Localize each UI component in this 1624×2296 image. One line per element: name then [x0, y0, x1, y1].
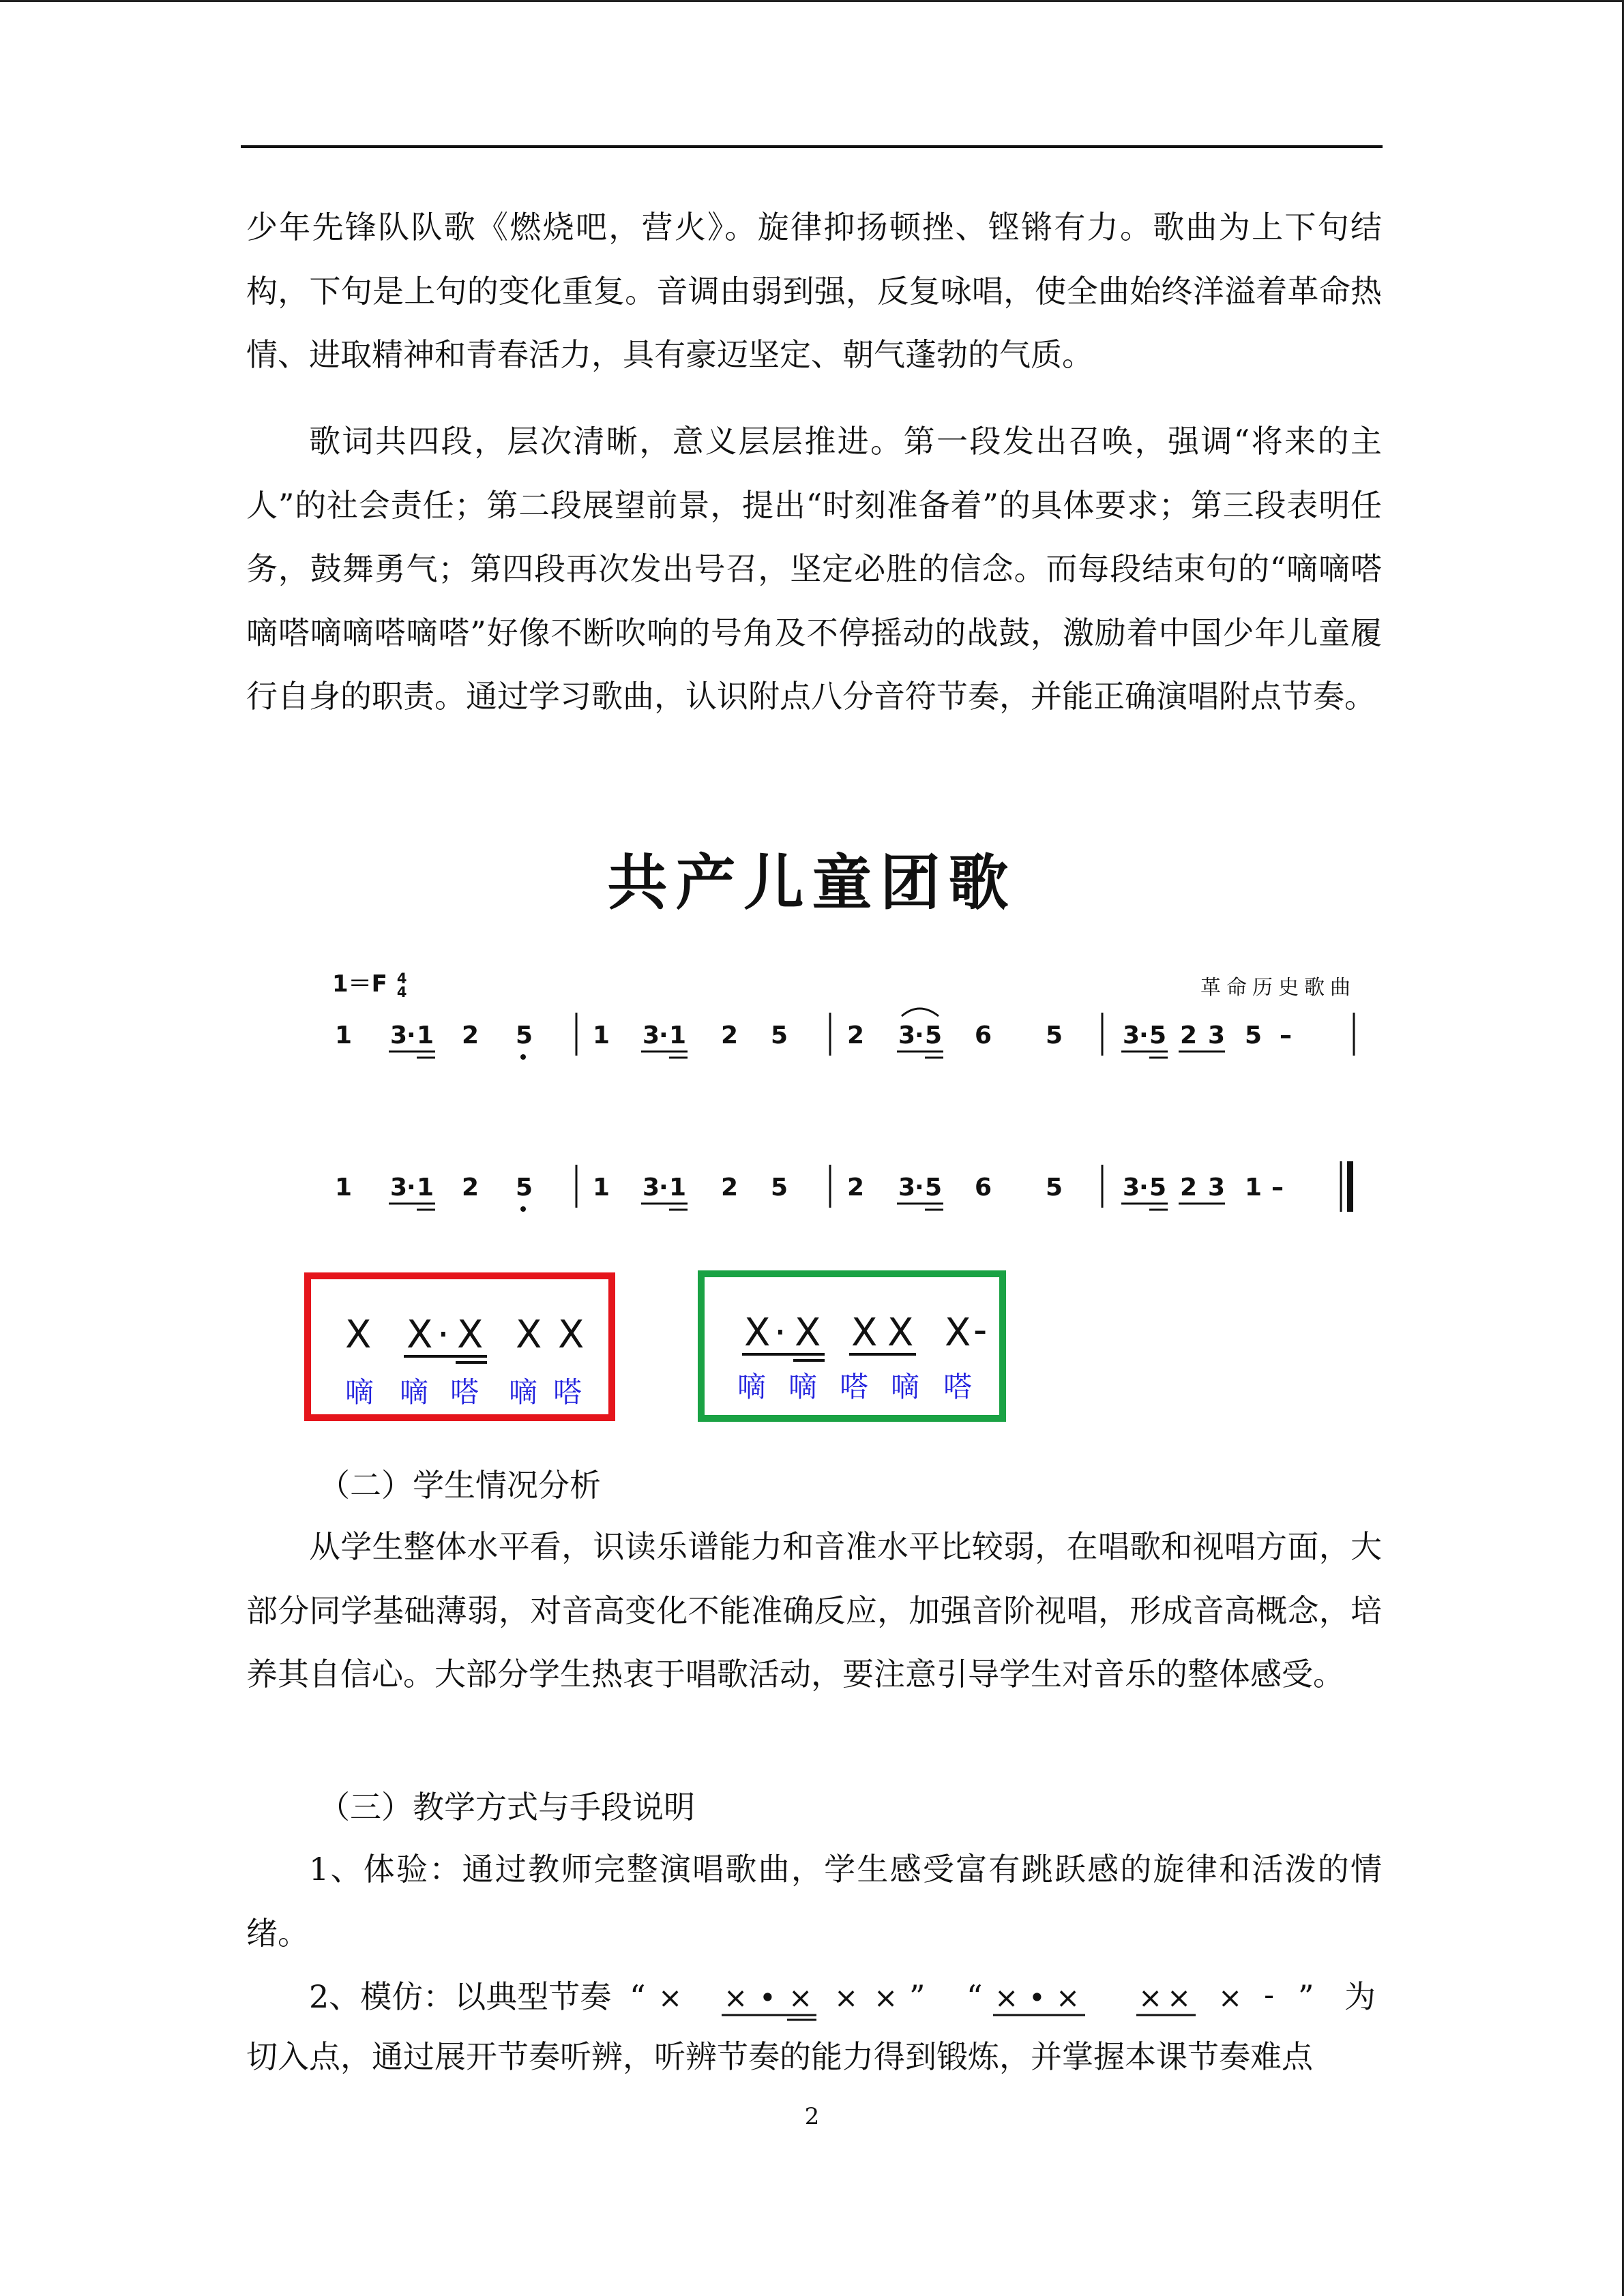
note: 5	[1046, 1022, 1063, 1049]
rhythm-note: X	[795, 1311, 821, 1355]
syllable: 嘀	[509, 1375, 538, 1409]
note: 5	[771, 1174, 788, 1202]
rhythm-symbol: ×	[1167, 1981, 1192, 2014]
note: ·	[659, 1022, 668, 1049]
rhythm-note: X	[945, 1311, 971, 1355]
note: 3	[1208, 1174, 1226, 1202]
note: 1	[417, 1022, 434, 1049]
rhythm-note: X	[407, 1313, 433, 1357]
rhythm-note: X	[887, 1311, 914, 1355]
rhythm-rest: -	[973, 1308, 988, 1352]
syllable: 嗒	[450, 1375, 479, 1409]
note: ·	[1139, 1022, 1149, 1049]
rhythm-note: X	[744, 1311, 771, 1355]
rhythm-note: X	[851, 1311, 878, 1355]
note: 3	[898, 1022, 916, 1049]
key-label: 1＝F	[332, 970, 387, 998]
note: ·	[407, 1174, 416, 1202]
section-heading-teaching-methods: （三）教学方式与手段说明	[319, 1789, 695, 1825]
syllable: 嘀	[891, 1370, 920, 1403]
rhythm-symbol: ×	[658, 1981, 683, 2014]
rhythm-symbol: ×	[834, 1981, 859, 2014]
note: 5	[771, 1022, 788, 1049]
rhythm-symbol: ×	[1218, 1981, 1243, 2014]
note: 2	[721, 1022, 739, 1049]
rhythm-box-red	[304, 1272, 615, 1421]
note: –	[1271, 1174, 1284, 1202]
note: ·	[915, 1022, 924, 1049]
note: 2	[721, 1174, 739, 1202]
time-signature: 4 4	[396, 970, 407, 1000]
rhythm-box-green	[698, 1270, 1006, 1422]
syllable: 嗒	[553, 1375, 582, 1409]
note: 3	[1208, 1022, 1226, 1049]
intro-paragraph: 少年先锋队队歌《燃烧吧，营火》。旋律抑扬顿挫、铿锵有力。歌曲为上下句结构，下句是上句的变化重复。音调由弱到强，反复咏唱，使全曲始终洋溢着革命热情、进取精神和青春活力，具有豪迈坚定、朝气蓬勃的气质。	[246, 209, 1382, 373]
note: 3	[390, 1174, 408, 1202]
rhythm-symbol: ×	[724, 1981, 748, 2014]
note: 1	[335, 1174, 353, 1202]
page-number: 2	[804, 2103, 820, 2130]
note: 2	[1180, 1022, 1198, 1049]
note: 2	[462, 1174, 479, 1202]
note: 1	[335, 1022, 353, 1049]
syllable: 嗒	[840, 1370, 869, 1403]
header-rule	[241, 145, 1383, 148]
rhythm-symbol: ×	[994, 1981, 1019, 2014]
note: 1	[669, 1022, 687, 1049]
close-quote: ”	[909, 1978, 926, 2015]
teaching-item-2-line-2: 切入点，通过展开节奏听辨，听辨节奏的能力得到锻炼，并掌握本课节奏难点	[246, 2038, 1313, 2075]
rhythm-note: X	[558, 1313, 585, 1357]
note: ·	[915, 1174, 924, 1202]
note: 5	[1149, 1022, 1167, 1049]
section-heading-student-analysis: （二）学生情况分析	[319, 1467, 601, 1504]
note: 1	[1245, 1174, 1263, 1202]
lyrics-paragraph: 歌词共四段，层次清晰，意义层层推进。第一段发出召唤，强调“将来的主人”的社会责任；第二段展望前景，提出“时刻准备着”的具体要求；第三段表明任务，鼓舞勇气；第四段再次发出号召，坚定必胜的信念。而每段结束句的“嘀嘀嗒嘀嗒嘀嘀嗒嘀嗒”好像不断吹响的号角及不停摇动的战鼓，激励着中国少年儿童履行自身的职责。通过学习歌曲，认识附点八分音符节奏，并能正确演唱附点节奏。	[246, 423, 1382, 715]
teaching-item-1: 1、体验：通过教师完整演唱歌曲，学生感受富有跳跃感的旋律和活泼的情绪。	[246, 1851, 1382, 1952]
rhythm-note: X	[457, 1313, 484, 1357]
note: 3	[643, 1174, 660, 1202]
note: ·	[659, 1174, 668, 1202]
note: 5	[1149, 1174, 1167, 1202]
note: 1	[669, 1174, 687, 1202]
close-quote: ”	[1298, 1978, 1314, 2015]
syllable: 嘀	[737, 1370, 767, 1403]
rhythm-note: X	[345, 1313, 372, 1357]
slur	[902, 1009, 939, 1016]
note: 2	[462, 1022, 479, 1049]
rhythm-dot: •	[1029, 1981, 1046, 2014]
note: 3	[1123, 1022, 1140, 1049]
note: 5	[516, 1022, 533, 1049]
rhythm-dot: ·	[437, 1313, 449, 1357]
note: 2	[847, 1022, 865, 1049]
note: 1	[417, 1174, 434, 1202]
note: ·	[1139, 1174, 1149, 1202]
item2-prefix: 2、模仿：以典型节奏	[309, 1978, 612, 2015]
rhythm-symbol: ×	[788, 1981, 813, 2014]
item2-suffix: 为	[1344, 1978, 1376, 2015]
note: 5	[925, 1022, 943, 1049]
teaching-item-2-line-1	[246, 1965, 1392, 2029]
note: ·	[407, 1022, 416, 1049]
syllable: 嘀	[345, 1375, 374, 1409]
score-line-1	[327, 996, 1364, 1091]
note: 5	[1046, 1174, 1063, 1202]
rhythm-symbol: ×	[1056, 1981, 1080, 2014]
note: 6	[975, 1022, 992, 1049]
note: 1	[593, 1022, 610, 1049]
note: 3	[1123, 1174, 1140, 1202]
note: 5	[925, 1174, 943, 1202]
open-quote: “	[966, 1978, 983, 2015]
syllable: 嘀	[788, 1370, 818, 1403]
open-quote: “	[630, 1978, 646, 2015]
octave-dot	[520, 1206, 526, 1212]
student-analysis-paragraph: 从学生整体水平看，识读乐谱能力和音准水平比较弱，在唱歌和视唱方面，大部分同学基础薄弱，对音高变化不能准确反应，加强音阶视唱，形成音高概念，培养其自信心。大部分学生热衷于唱歌活动，要注意引导学生对音乐的整体感受。	[246, 1528, 1382, 1693]
note: 3	[390, 1022, 408, 1049]
song-source: 革命历史歌曲	[1200, 976, 1356, 1000]
note: 2	[1180, 1174, 1198, 1202]
note: 5	[1245, 1022, 1263, 1049]
note: –	[1280, 1022, 1292, 1049]
rhythm-symbol: ×	[874, 1981, 898, 2014]
song-title: 共产儿童团歌	[607, 847, 1017, 918]
rhythm-note: X	[516, 1313, 542, 1357]
rhythm-dot: ·	[774, 1311, 786, 1355]
key-signature	[332, 965, 407, 999]
note: 3	[898, 1174, 916, 1202]
syllable: 嗒	[943, 1370, 973, 1403]
note: 3	[643, 1022, 660, 1049]
note: 2	[847, 1174, 865, 1202]
rhythm-symbol: ×	[1138, 1981, 1163, 2014]
note: 5	[516, 1174, 533, 1202]
note: 1	[593, 1174, 610, 1202]
final-barline-thick	[1347, 1161, 1353, 1212]
page-frame-top	[0, 0, 1624, 2]
score-line-2	[327, 1148, 1364, 1243]
rhythm-rest: -	[1264, 1978, 1275, 2012]
syllable: 嘀	[400, 1375, 429, 1409]
note: 6	[975, 1174, 992, 1202]
rhythm-dot: •	[759, 1981, 776, 2014]
octave-dot	[520, 1054, 526, 1060]
